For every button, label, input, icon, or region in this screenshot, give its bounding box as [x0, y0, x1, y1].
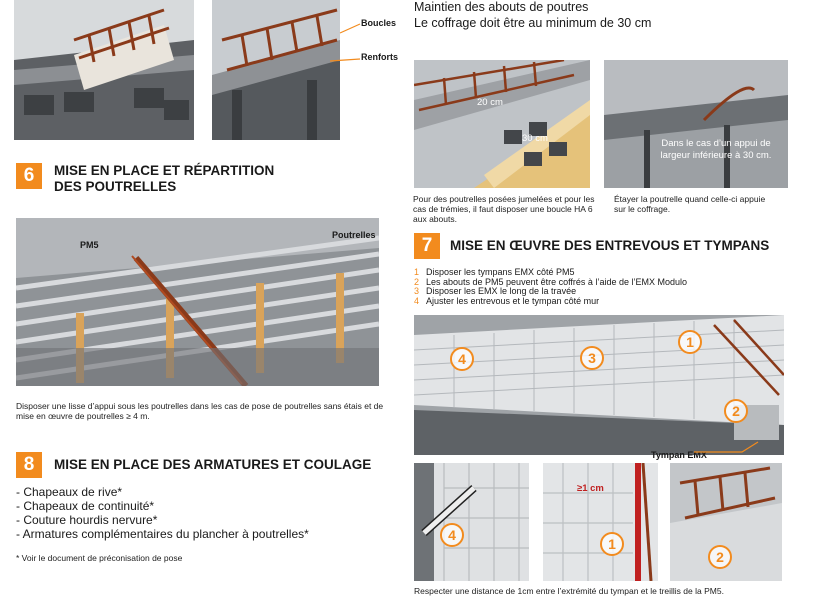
- section-6-title-line1: MISE EN PLACE ET RÉPARTITION: [54, 163, 275, 178]
- step-item: 2 Les abouts de PM5 peuvent être coffrés à l’aide de l’EMX Modulo: [414, 276, 687, 287]
- photo-beam-formwork-20-30: [414, 60, 590, 188]
- marker-2: 2: [724, 399, 748, 423]
- section-8-number: 8: [16, 452, 42, 478]
- section-8-footnote: * Voir le document de préconisation de pose: [16, 553, 183, 563]
- section-7-title: MISE EN ŒUVRE DES ENTREVOUS ET TYMPANS: [450, 238, 770, 253]
- step-item: 1 Disposer les tympans EMX côté PM5: [414, 267, 575, 277]
- label-tympan-emx: Tympan EMX: [651, 450, 707, 460]
- section-7-heading: [414, 233, 769, 259]
- dimension-30cm: 30 cm: [522, 133, 548, 144]
- label-boucles: Boucles: [361, 18, 397, 28]
- marker-1-detail: 1: [600, 532, 624, 556]
- photo-detail-wall-side: [414, 463, 529, 581]
- section-6-number: 6: [16, 163, 42, 189]
- dimension-1cm: ≥1 cm: [577, 483, 604, 494]
- photo-beam-prop: [604, 60, 788, 188]
- list-item: - Couture hourdis nervure*: [16, 513, 158, 527]
- list-item: - Chapeaux de continuité*: [16, 499, 155, 513]
- step-item: 4 Ajuster les entrevous et le tympan côté mur: [414, 295, 600, 306]
- caption-jumelees: Pour des poutrelles posées jumelées et pour les cas de trémies, il faut disposer une boucle HA 6 aux abouts.: [413, 194, 595, 224]
- tympan-leader-line: [692, 440, 762, 460]
- label-poutrelles: Poutrelles: [332, 230, 376, 240]
- section-8-heading: [16, 452, 371, 478]
- coffrage-requirement: Le coffrage doit être au minimum de 30 cm: [414, 16, 652, 30]
- marker-4: 4: [450, 347, 474, 371]
- dimension-20cm: 20 cm: [477, 97, 503, 108]
- photo-entrevous-layout: [414, 315, 784, 455]
- step-item: 3 Disposer les EMX le long de la travée: [414, 286, 577, 296]
- list-item: - Armatures complémentaires du plancher à poutrelles*: [16, 527, 309, 541]
- section-8-title: MISE EN PLACE DES ARMATURES ET COULAGE: [54, 457, 372, 472]
- photo-poutrelles-layout: [16, 218, 379, 386]
- marker-2-detail: 2: [708, 545, 732, 569]
- section-6-title-line2: DES POUTRELLES: [54, 179, 177, 194]
- prop-note: Dans le cas d’un appui de largeur inférieure à 30 cm.: [660, 138, 772, 161]
- list-item: - Chapeaux de rive*: [16, 485, 123, 499]
- caption-etayer: Étayer la poutrelle quand celle-ci appuie sur le coffrage.: [614, 194, 766, 214]
- marker-3: 3: [580, 346, 604, 370]
- section-6-heading: [16, 163, 274, 195]
- marker-1: 1: [678, 330, 702, 354]
- section-7-caption: Respecter une distance de 1cm entre l’extrémité du tympan et le treillis de la PM5.: [414, 586, 724, 596]
- section-7-steps: [414, 268, 794, 306]
- section-6-caption: Disposer une lisse d’appui sous les poutrelles dans les cas de pose de poutrelles sans étais et de mise en œuvre de poutrelles ≥ 4 m.: [16, 401, 384, 421]
- abouts-heading: Maintien des abouts de poutres: [414, 0, 589, 14]
- photo-beam-end-support: [14, 0, 194, 140]
- photo-detail-1cm-gap: [543, 463, 658, 581]
- label-renforts: Renforts: [361, 52, 399, 62]
- marker-4-detail: 4: [440, 523, 464, 547]
- section-8-list: [16, 485, 396, 541]
- label-leader-lines: [300, 15, 362, 75]
- section-7-number: 7: [414, 233, 440, 259]
- label-pm5: PM5: [80, 240, 99, 250]
